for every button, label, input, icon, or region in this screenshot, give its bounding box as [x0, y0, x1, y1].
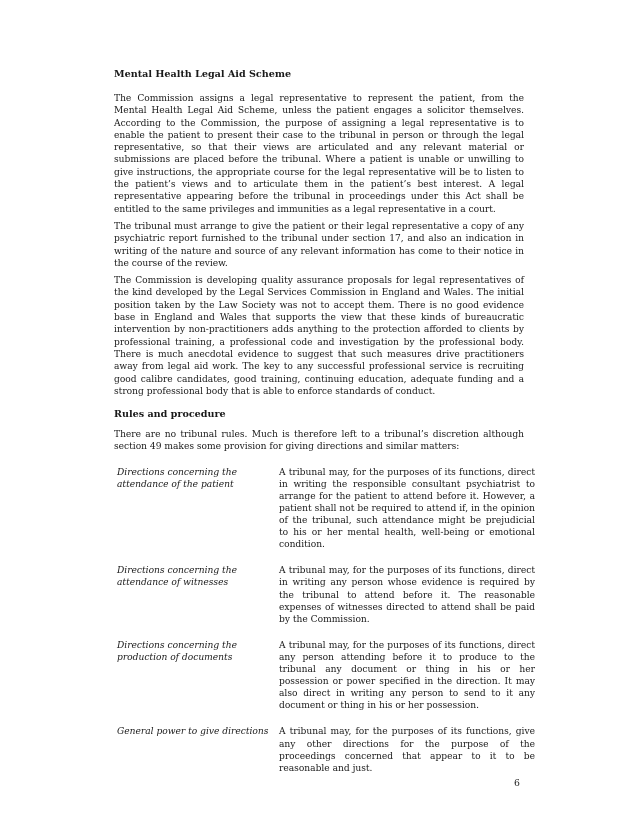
table-row: [117, 467, 535, 566]
table-row: [117, 565, 535, 639]
table-row: [117, 726, 535, 788]
direction-text: A tribunal may, for the purposes of its functions, direct in writing any person whose evidence is required by the tribunal to attend before it. The reasonable expenses of witnesses directed to attend shall be paid by the Commission.: [279, 566, 535, 625]
direction-text: A tribunal may, for the purposes of its functions, direct any person attending before it to produce to the tribunal any document or thing in his or her possession or power specified in the direction. It may also direct in writing any person to send to it any document or thing in his or her possession.: [279, 640, 535, 712]
direction-label: Directions concerning the attendance of the patient: [117, 467, 237, 490]
direction-label: General power to give directions: [117, 727, 269, 738]
direction-label: Directions concerning the attendance of witnesses: [117, 566, 237, 589]
paragraph: The Commission is developing quality assurance proposals for legal representatives of the kind developed by the Legal Services Commission in England and Wales. The initial position taken by the Law Society was not to accept them. There is no good evidence base in England and Wales that supports the view that these kinds of bureaucratic intervention by non-practitioners adds anything to the protection afforded to clients by professional training, a professional code and investigation by the professional body. There is much anecdotal evidence to suggest that such measures drive practitioners away from legal aid work. The key to any successful professional service is recruiting good calibre candidates, good training, continuing education, adequate funding and a strong professional body that is able to enforce standards of conduct.: [114, 276, 524, 397]
paragraph: The Commission assigns a legal representative to represent the patient, from the Mental Health Legal Aid Scheme, unless the patient engages a solicitor themselves. According to the Commission, the purpose of assigning a legal representative is to enable the patient to present their case to the tribunal in person or through the legal representative, so that their views are articulated and any relevant material or submissions are placed before the tribunal. Where a patient is unable or unwilling to give instructions, the appropriate course for the legal representative will be to listen to the patient’s views and to articulate them in the patient’s best interest. A legal representative appearing before the tribunal in proceedings under this Act shall be entitled to the same privileges and immunities as a legal representative in a court.: [114, 94, 524, 215]
section-heading-rules: Rules and procedure: [114, 409, 226, 421]
table-row: [117, 640, 535, 727]
direction-label: Directions concerning the production of documents: [117, 640, 237, 663]
direction-text: A tribunal may, for the purposes of its functions, direct in writing the responsible consultant psychiatrist to arrange for the patient to attend before it. However, a patient shall not be required to attend if, in the opinion of the tribunal, such attendance might be prejudicial to his or her mental health, well-being or emotional condition.: [279, 467, 535, 551]
page-number: 6: [514, 778, 520, 789]
direction-text: A tribunal may, for the purposes of its functions, give any other directions for the purpose of the proceedings concerned that appear to it to be reasonable and just.: [279, 727, 535, 774]
section-heading-legal-aid: Mental Health Legal Aid Scheme: [114, 69, 292, 80]
paragraph: The tribunal must arrange to give the patient or their legal representative a copy of any psychiatric report furnished to the tribunal under section 17, and also an indication in writing of the nature and source of any relevant information has come to their notice in the course of the review.: [114, 221, 524, 269]
paragraph: There are no tribunal rules. Much is therefore left to a tribunal’s discretion although section 49 makes some provision for giving directions and similar matters:: [114, 430, 524, 453]
directions-table: [117, 467, 535, 789]
